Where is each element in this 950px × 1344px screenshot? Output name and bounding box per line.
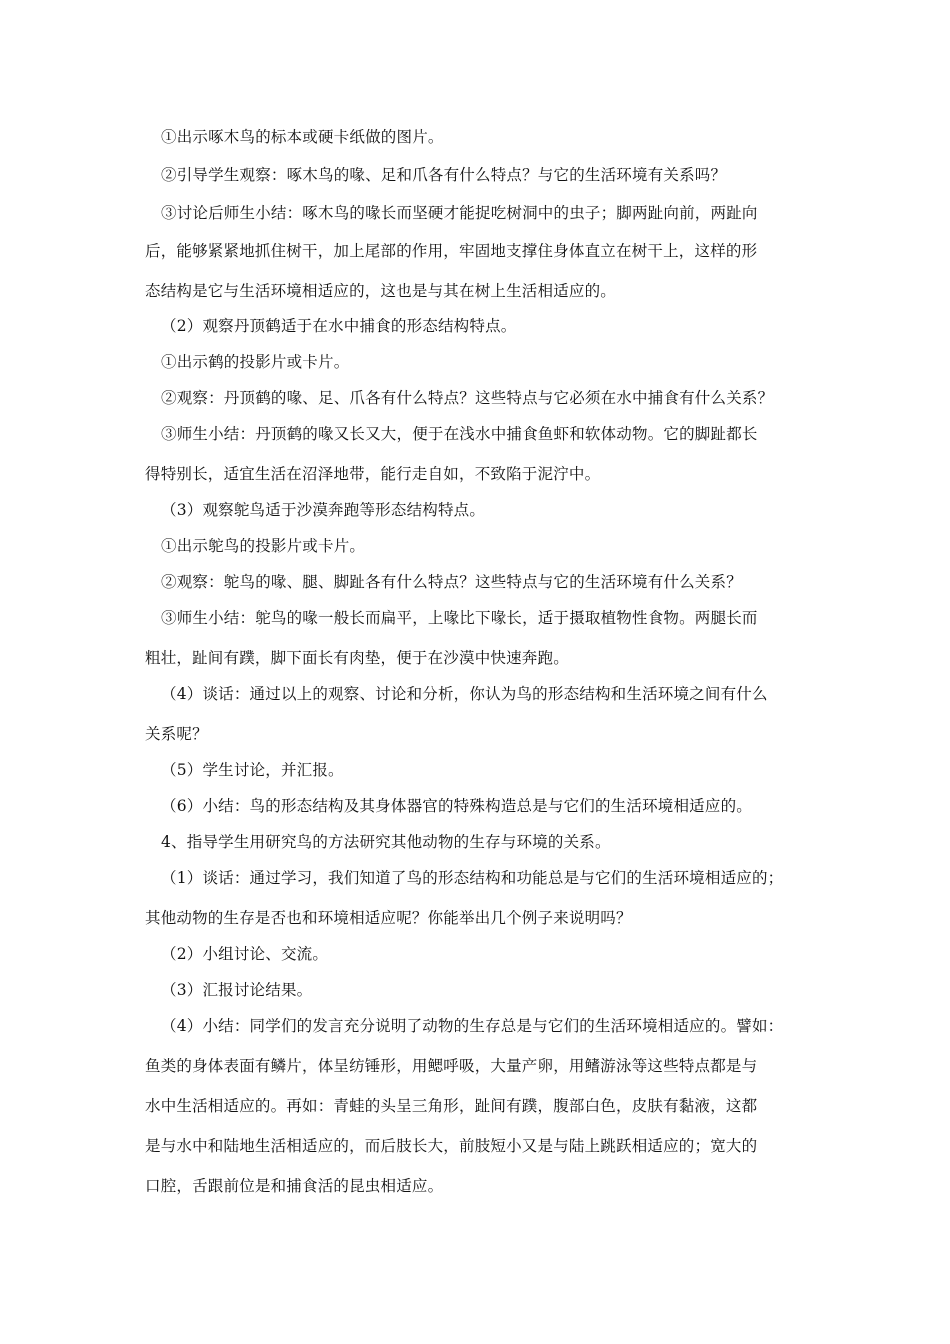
paragraph-line: （5）学生讨论，并汇报。 bbox=[161, 761, 344, 779]
paragraph-line: 口腔，舌跟前位是和捕食活的昆虫相适应。 bbox=[145, 1177, 444, 1195]
paragraph-line: （2）小组讨论、交流。 bbox=[161, 945, 329, 963]
paragraph-line: 态结构是它与生活环境相适应的，这也是与其在树上生活相适应的。 bbox=[145, 282, 617, 300]
paragraph-line: 其他动物的生存是否也和环境相适应呢？你能举出几个例子来说明吗？ bbox=[145, 909, 632, 927]
paragraph-line: （1）谈话：通过学习，我们知道了鸟的形态结构和功能总是与它们的生活环境相适应的； bbox=[161, 869, 784, 887]
paragraph-line: （2）观察丹顶鹤适于在水中捕食的形态结构特点。 bbox=[161, 317, 517, 335]
paragraph-line: 是与水中和陆地生活相适应的，而后肢长大，前肢短小又是与陆上跳跃相适应的；宽大的 bbox=[145, 1137, 758, 1155]
paragraph-line: ②引导学生观察：啄木鸟的喙、足和爪各有什么特点？与它的生活环境有关系吗？ bbox=[161, 166, 727, 184]
paragraph-line: （4）谈话：通过以上的观察、讨论和分析，你认为鸟的形态结构和生活环境之间有什么 bbox=[161, 685, 768, 703]
document-body bbox=[145, 122, 815, 1201]
paragraph-line: 4、指导学生用研究鸟的方法研究其他动物的生存与环境的关系。 bbox=[161, 833, 611, 851]
paragraph-line: ①出示啄木鸟的标本或硬卡纸做的图片。 bbox=[161, 128, 444, 146]
paragraph-line: （4）小结：同学们的发言充分说明了动物的生存总是与它们的生活环境相适应的。譬如： bbox=[161, 1017, 784, 1035]
paragraph-line: 鱼类的身体表面有鳞片，体呈纺锤形，用鳃呼吸，大量产卵，用鳍游泳等这些特点都是与 bbox=[145, 1057, 758, 1075]
paragraph-line: 粗壮，趾间有蹼，脚下面长有肉垫，便于在沙漠中快速奔跑。 bbox=[145, 649, 569, 667]
paragraph-line: 得特别长，适宜生活在沼泽地带，能行走自如，不致陷于泥泞中。 bbox=[145, 465, 601, 483]
paragraph-line: 关系呢？ bbox=[145, 725, 208, 743]
paragraph-line: ①出示鹤的投影片或卡片。 bbox=[161, 353, 350, 371]
paragraph-line: （3）观察鸵鸟适于沙漠奔跑等形态结构特点。 bbox=[161, 501, 486, 519]
paragraph-line: ①出示鸵鸟的投影片或卡片。 bbox=[161, 537, 366, 555]
paragraph-line: ②观察：鸵鸟的喙、腿、脚趾各有什么特点？这些特点与它的生活环境有什么关系？ bbox=[161, 573, 742, 591]
paragraph-line: ③师生小结：丹顶鹤的喙又长又大，便于在浅水中捕食鱼虾和软体动物。它的脚趾都长 bbox=[161, 425, 758, 443]
paragraph-line: （3）汇报讨论结果。 bbox=[161, 981, 313, 999]
paragraph-line: ②观察：丹顶鹤的喙、足、爪各有什么特点？这些特点与它必须在水中捕食有什么关系？ bbox=[161, 389, 774, 407]
paragraph-line: 水中生活相适应的。再如：青蛙的头呈三角形，趾间有蹼，腹部白色，皮肤有黏液，这都 bbox=[145, 1097, 758, 1115]
paragraph-line: 后，能够紧紧地抓住树干，加上尾部的作用，牢固地支撑住身体直立在树干上，这样的形 bbox=[145, 242, 758, 260]
paragraph-line: ③师生小结：鸵鸟的喙一般长而扁平，上喙比下喙长，适于摄取植物性食物。两腿长而 bbox=[161, 609, 758, 627]
paragraph-line: ③讨论后师生小结：啄木鸟的喙长而坚硬才能捉吃树洞中的虫子；脚两趾向前，两趾向 bbox=[161, 204, 758, 222]
paragraph-line: （6）小结：鸟的形态结构及其身体器官的特殊构造总是与它们的生活环境相适应的。 bbox=[161, 797, 752, 815]
